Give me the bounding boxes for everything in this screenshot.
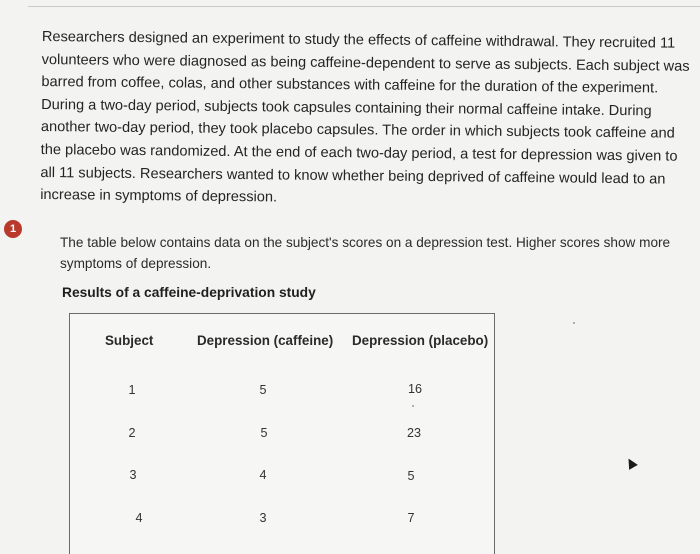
table-cell: 16 — [407, 382, 422, 396]
column-header-caffeine: Depression (caffeine) — [197, 333, 334, 348]
table-cell: 1 — [128, 383, 136, 397]
column-header-placebo: Depression (placebo) — [352, 333, 489, 348]
table-cell: 5 — [407, 469, 415, 483]
question-prompt: The table below contains data on the subject's scores on a depression test. Higher scores show more symptoms of depression. — [60, 235, 671, 271]
table-cell: 5 — [259, 383, 267, 397]
mouse-pointer-icon — [624, 456, 638, 470]
table-cell: 7 — [407, 511, 415, 525]
data-table — [69, 313, 495, 554]
intro-paragraph: Researchers designed an experiment to study the effects of caffeine withdrawal. They recruited 11 volunteers who were diagnosed as being caffeine-dependent to serve as subjects. Each subject was barred from coffee, colas, and other substances with caffeine for the duration of the experiment. During a two-day period, subjects took capsules containing their normal caffeine intake. During another two-day period, they took placebo capsules. The order in which subjects took caffeine and the placebo was randomized. At the end of each two-day period, a test for depression was given to all 11 subjects. Researchers wanted to know whether being deprived of caffeine would lead to an increase in symptoms of depression. — [40, 28, 690, 206]
table-cell: 3 — [129, 468, 137, 482]
speck — [573, 322, 575, 324]
table-caption: Results of a caffeine-deprivation study — [62, 285, 316, 300]
question-number-badge: 1 — [4, 220, 22, 238]
table-cell: 4 — [259, 468, 267, 482]
top-divider — [28, 6, 700, 7]
table-cell: 3 — [259, 511, 267, 525]
table-cell: 2 — [128, 426, 136, 440]
column-header-subject: Subject — [105, 333, 154, 348]
table-cell: 4 — [135, 511, 143, 525]
speck — [412, 405, 414, 407]
table-cell: 5 — [260, 426, 268, 440]
table-cell: 23 — [406, 426, 421, 440]
